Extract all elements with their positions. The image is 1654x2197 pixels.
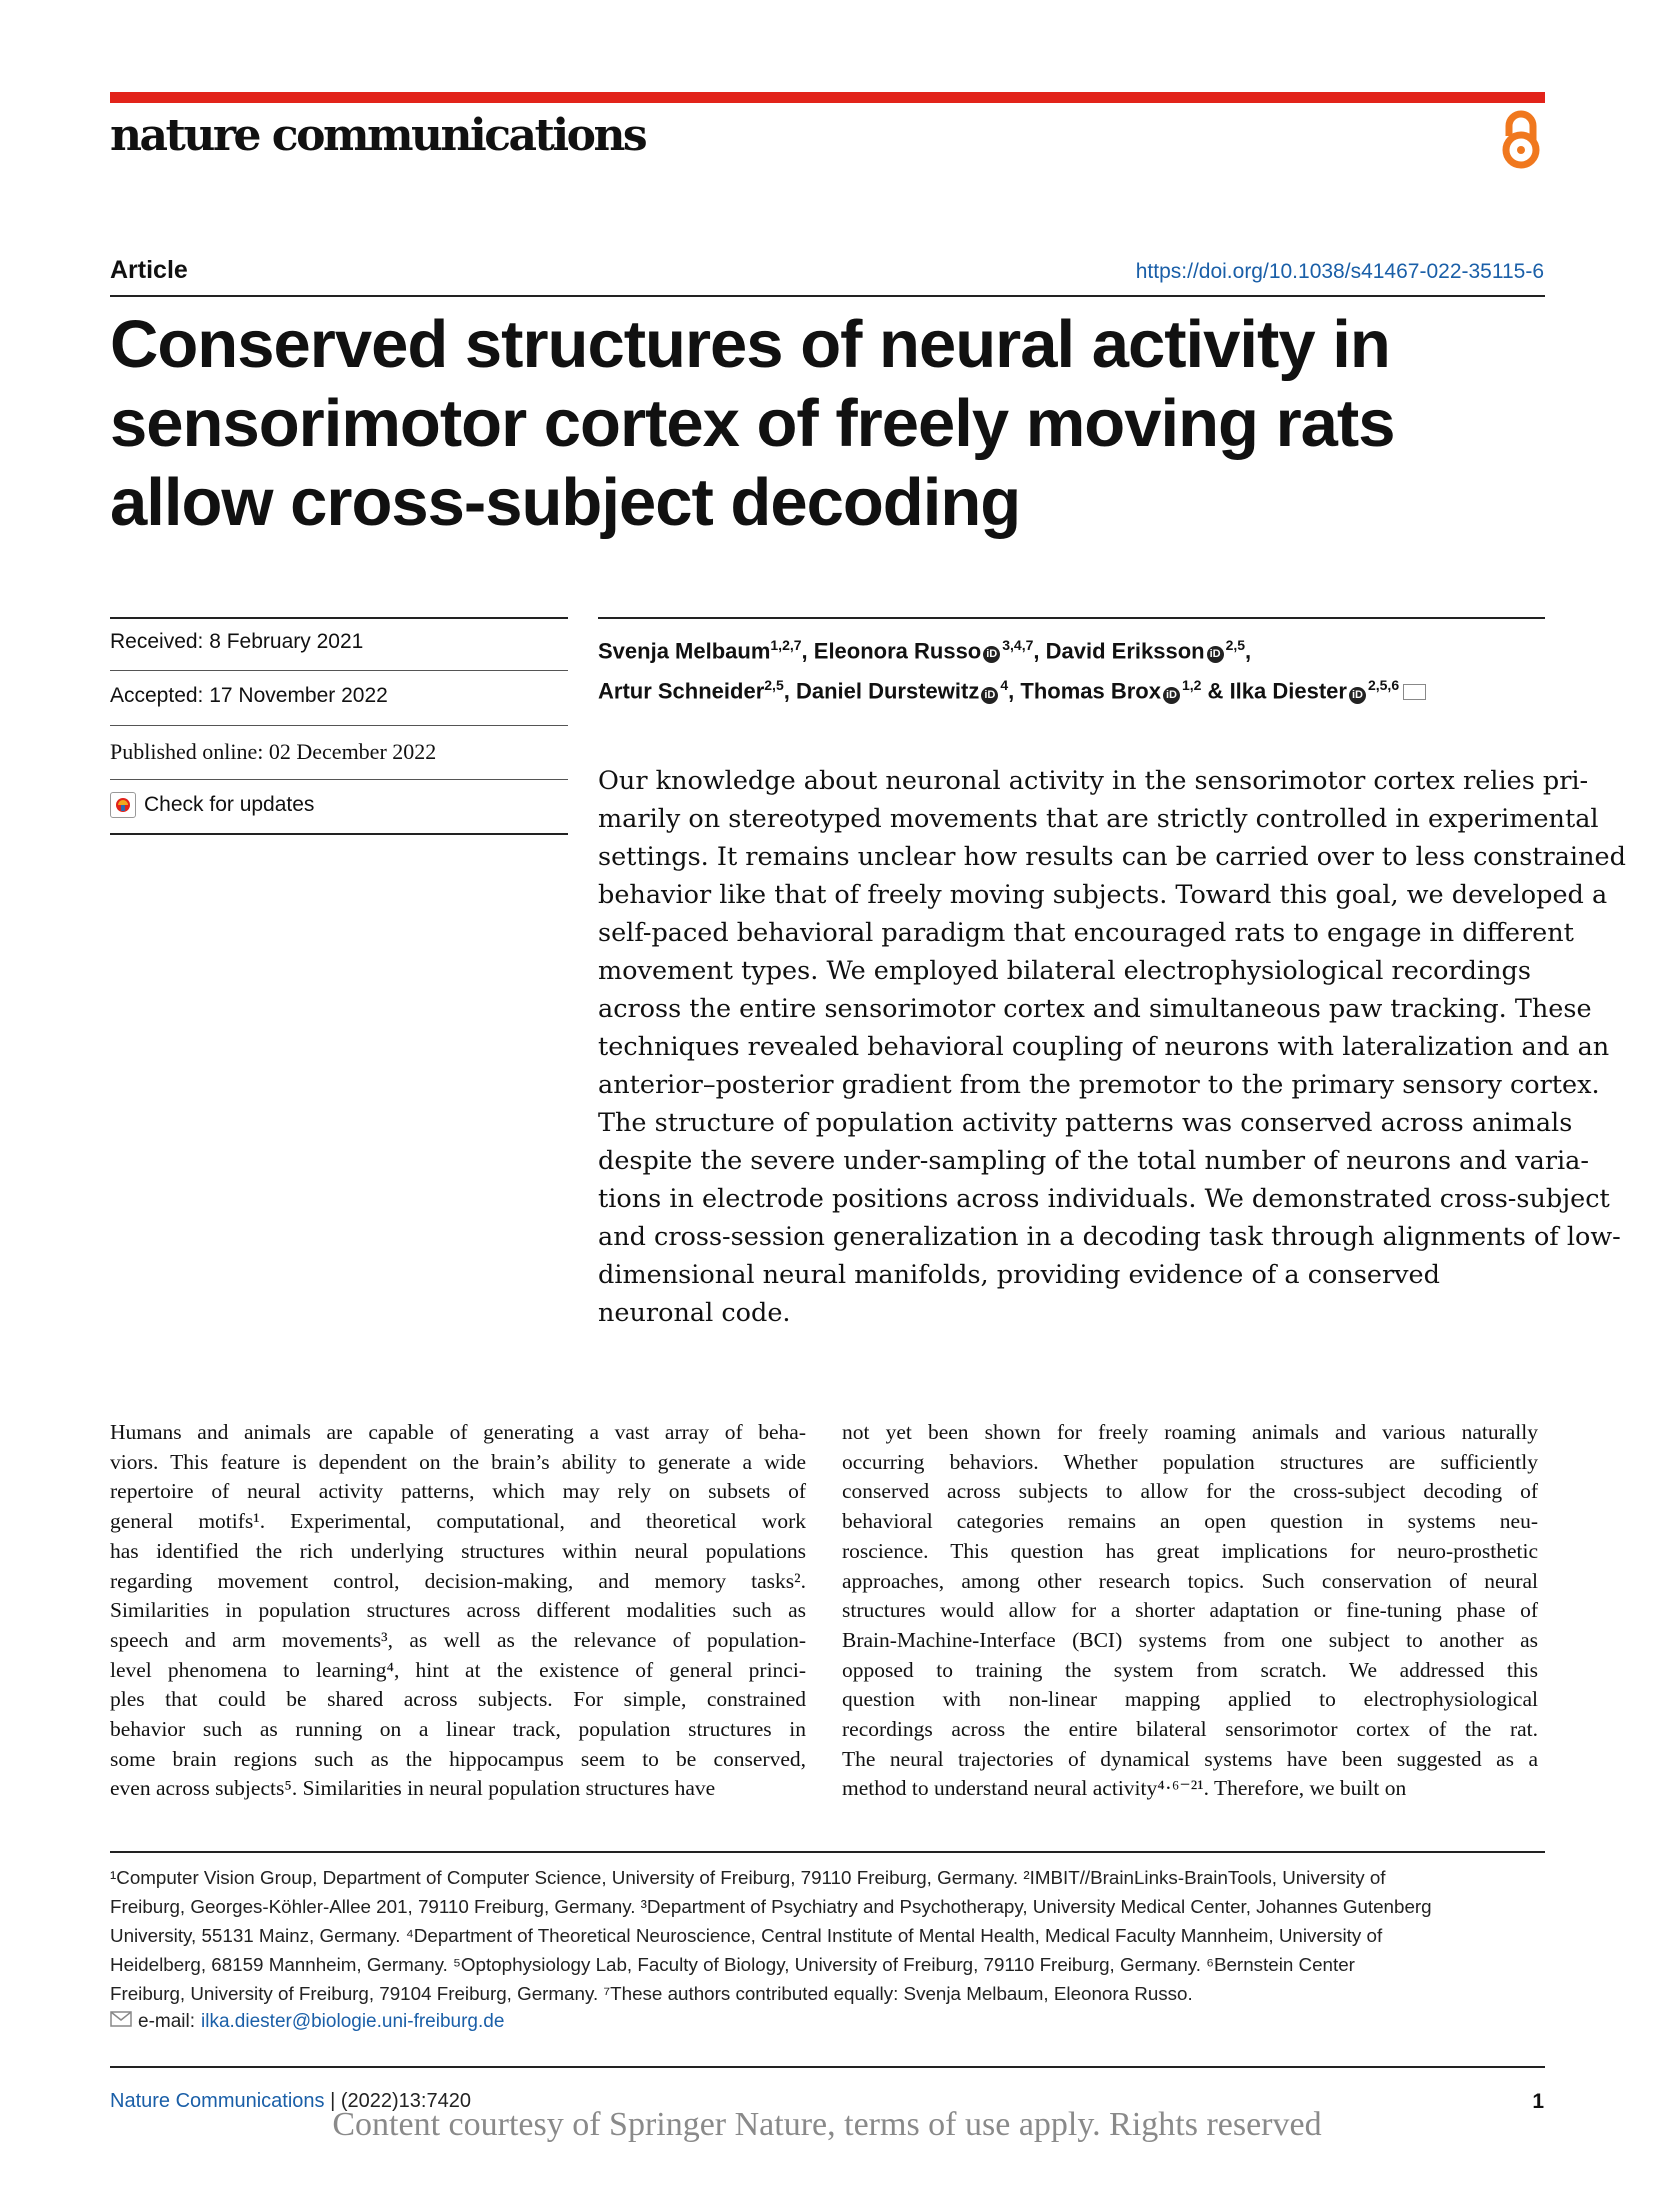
body-text-line: occurring behaviors. Whether population structures are sufficiently <box>842 1449 1538 1474</box>
body-text-line: Humans and animals are capable of generating a vast array of beha- <box>110 1420 806 1444</box>
divider <box>110 670 568 671</box>
author-separator: & <box>1201 678 1230 704</box>
body-column-right <box>842 1418 1538 1804</box>
body-text-line: behavior such as running on a linear track, population structures in <box>110 1717 806 1742</box>
body-text-line: regarding movement control, decision-making, and memory tasks². <box>110 1568 806 1593</box>
affiliation-line: ¹Computer Vision Group, Department of Computer Science, University of Freiburg, 79110 Freiburg, Germany. ²IMBIT//BrainLinks-BrainTools, University of <box>110 1867 1386 1888</box>
footer-volume: | (2022)13:7420 <box>324 2090 471 2112</box>
body-text-line: even across subjects⁵. Similarities in neural population structures have <box>110 1776 716 1801</box>
affiliation-superscript: 2,5 <box>1225 637 1246 653</box>
published-date: Published online: 02 December 2022 <box>110 739 437 764</box>
body-text-line: has identified the rich underlying structures within neural populations <box>110 1538 806 1563</box>
affiliation-superscript: 2,5 <box>764 677 784 694</box>
title-line: allow cross-subject decoding <box>110 465 1021 540</box>
divider <box>110 295 1545 297</box>
open-access-icon <box>1496 110 1546 177</box>
body-text-line: level phenomena to learning⁴, hint at the existence of general princi- <box>110 1657 806 1682</box>
body-text-line: approaches, among other research topics. Such conservation of neural <box>842 1568 1538 1593</box>
title-line: Conserved structures of neural activity in <box>110 307 1390 382</box>
email-link[interactable]: ilka.diester@biologie.uni-freiburg.de <box>201 2011 505 2032</box>
author-name[interactable]: Artur Schneider <box>598 678 765 704</box>
body-text-line: speech and arm movements³, as well as the relevance of population- <box>110 1627 806 1652</box>
author-separator: , <box>1033 638 1046 664</box>
body-text-line: some brain regions such as the hippocampus seem to be conserved, <box>110 1746 806 1771</box>
envelope-icon <box>110 2011 132 2033</box>
title-line: sensorimotor cortex of freely moving rats <box>110 386 1395 461</box>
courtesy-watermark: Content courtesy of Springer Nature, terms of use apply. Rights reserved <box>332 2106 1322 2143</box>
received-date: Received: 8 February 2021 <box>110 630 364 653</box>
header-accent-bar <box>110 92 1545 103</box>
body-text-line: viors. This feature is dependent on the brain’s ability to generate a wide <box>110 1449 806 1474</box>
body-text-line: Brain-Machine-Interface (BCI) systems from one subject to another as <box>842 1627 1538 1652</box>
abstract-line: tions in electrode positions across individuals. We demonstrated cross-subject <box>598 1184 1610 1214</box>
divider <box>110 1851 1545 1853</box>
abstract-line: anterior–posterior gradient from the premotor to the primary sensory cortex. <box>598 1070 1600 1100</box>
check-for-updates-button[interactable] <box>110 792 314 818</box>
article-type-label: Article <box>110 256 188 284</box>
abstract-line: despite the severe under-sampling of the total number of neurons and varia- <box>598 1146 1590 1176</box>
author-name[interactable]: Thomas Brox <box>1020 678 1161 704</box>
abstract-line: and cross-session generalization in a decoding task through alignments of low- <box>598 1222 1621 1252</box>
affiliation-line: University, 55131 Mainz, Germany. ⁴Department of Theoretical Neuroscience, Central Institute of Mental Health, Medical Faculty Mannheim, University of <box>110 1925 1383 1946</box>
affiliation-superscript: 4 <box>1000 677 1009 694</box>
body-text-line: ples that could be shared across subjects. For simple, constrained <box>110 1687 806 1712</box>
divider <box>110 833 568 835</box>
abstract-line: techniques revealed behavioral coupling of neurons with lateralization and an <box>598 1032 1610 1062</box>
orcid-icon[interactable]: iD <box>981 687 998 704</box>
abstract-line: behavior like that of freely moving subjects. Toward this goal, we developed a <box>598 880 1608 910</box>
author-separator: , <box>1245 638 1252 664</box>
accepted-date: Accepted: 17 November 2022 <box>110 684 388 707</box>
body-text-line: The neural trajectories of dynamical systems have been suggested as a <box>842 1746 1538 1771</box>
body-text-line: Similarities in population structures across different modalities such as <box>110 1598 806 1623</box>
abstract-line: across the entire sensorimotor cortex and simultaneous paw tracking. These <box>598 994 1592 1024</box>
body-text-line: opposed to training the system from scratch. We addressed this <box>842 1657 1538 1682</box>
abstract-line: settings. It remains unclear how results can be carried over to less constrained <box>598 842 1626 872</box>
body-text-line: structures would allow for a shorter adaptation or fine-tuning phase of <box>842 1598 1538 1623</box>
abstract-line: movement types. We employed bilateral electrophysiological recordings <box>598 956 1531 986</box>
divider <box>110 725 568 726</box>
affiliation-line: Heidelberg, 68159 Mannheim, Germany. ⁵Optophysiology Lab, Faculty of Biology, University of Freiburg, 79110 Freiburg, Germany. ⁶Bernstein Center <box>110 1954 1355 1975</box>
affiliation-superscript: 3,4,7 <box>1002 637 1034 653</box>
body-text-line: recordings across the entire bilateral sensorimotor cortex of the rat. <box>842 1717 1538 1742</box>
abstract-line: The structure of population activity patterns was conserved across animals <box>598 1108 1573 1138</box>
orcid-icon[interactable]: iD <box>983 646 1000 663</box>
affiliation-superscript: 2,5,6 <box>1367 677 1400 694</box>
author-name[interactable]: David Eriksson <box>1045 638 1205 664</box>
divider <box>110 2066 1545 2068</box>
author-separator: , <box>1008 678 1021 704</box>
page-number: 1 <box>1532 2090 1544 2113</box>
envelope-icon[interactable] <box>1403 684 1426 700</box>
body-text-line: not yet been shown for freely roaming animals and various naturally <box>842 1420 1538 1444</box>
divider <box>110 779 568 780</box>
affiliation-line: Freiburg, University of Freiburg, 79104 Freiburg, Germany. ⁷These authors contributed equally: Svenja Melbaum, Eleonora Russo. <box>110 1983 1193 2004</box>
author-name[interactable]: Svenja Melbaum <box>598 638 771 664</box>
check-updates-icon <box>110 792 136 818</box>
abstract-line: self-paced behavioral paradigm that encouraged rats to engage in different <box>598 918 1574 948</box>
author-separator: , <box>783 678 796 704</box>
email-label: e-mail: <box>138 2011 196 2032</box>
author-line <box>598 668 1558 708</box>
footer-journal-link[interactable]: Nature Communications <box>110 2090 325 2112</box>
abstract <box>598 762 1626 1332</box>
affiliation-superscript: 1,2,7 <box>770 637 802 653</box>
affiliation-superscript: 1,2 <box>1181 677 1202 694</box>
abstract-line: Our knowledge about neuronal activity in the sensorimotor cortex relies pri- <box>598 766 1589 796</box>
orcid-icon[interactable]: iD <box>1163 687 1180 704</box>
affiliation-line: Freiburg, Georges-Köhler-Allee 201, 79110 Freiburg, Germany. ³Department of Psychiatry and Psychotherapy, University Medical Center, Johannes Gutenberg <box>110 1896 1432 1917</box>
abstract-line: dimensional neural manifolds, providing evidence of a conserved <box>598 1260 1440 1290</box>
body-text-line: roscience. This question has great implications for neuro-prosthetic <box>842 1538 1538 1563</box>
body-text-line: general motifs¹. Experimental, computational, and theoretical work <box>110 1509 806 1534</box>
body-text-line: repertoire of neural activity patterns, which may rely on subsets of <box>110 1479 806 1504</box>
body-text-line: behavioral categories remains an open question in systems neu- <box>842 1509 1538 1534</box>
journal-logo[interactable]: nature communications <box>110 110 646 161</box>
affiliations <box>110 1863 1550 2008</box>
body-text-line: conserved across subjects to allow for the cross-subject decoding of <box>842 1479 1538 1504</box>
divider <box>110 617 568 619</box>
author-list <box>598 628 1558 709</box>
check-updates-label: Check for updates <box>144 793 315 816</box>
body-text-line: question with non-linear mapping applied to electrophysiological <box>842 1687 1538 1712</box>
author-name[interactable]: Ilka Diester <box>1229 678 1347 704</box>
author-separator: , <box>801 638 814 664</box>
article-title <box>110 305 1550 542</box>
orcid-icon[interactable]: iD <box>1207 646 1224 663</box>
doi-link[interactable]: https://doi.org/10.1038/s41467-022-35115-6 <box>1135 260 1544 283</box>
author-line <box>598 628 1558 668</box>
body-text-line: method to understand neural activity⁴·⁶⁻²¹. Therefore, we built on <box>842 1776 1407 1801</box>
abstract-line: marily on stereotyped movements that are strictly controlled in experimental <box>598 804 1599 834</box>
corresponding-email <box>110 2011 504 2033</box>
orcid-icon[interactable]: iD <box>1349 687 1366 704</box>
author-name[interactable]: Daniel Durstewitz <box>795 678 980 704</box>
author-name[interactable]: Eleonora Russo <box>813 638 982 664</box>
body-column-left <box>110 1418 806 1804</box>
abstract-line: neuronal code. <box>598 1298 791 1328</box>
divider <box>598 617 1545 619</box>
